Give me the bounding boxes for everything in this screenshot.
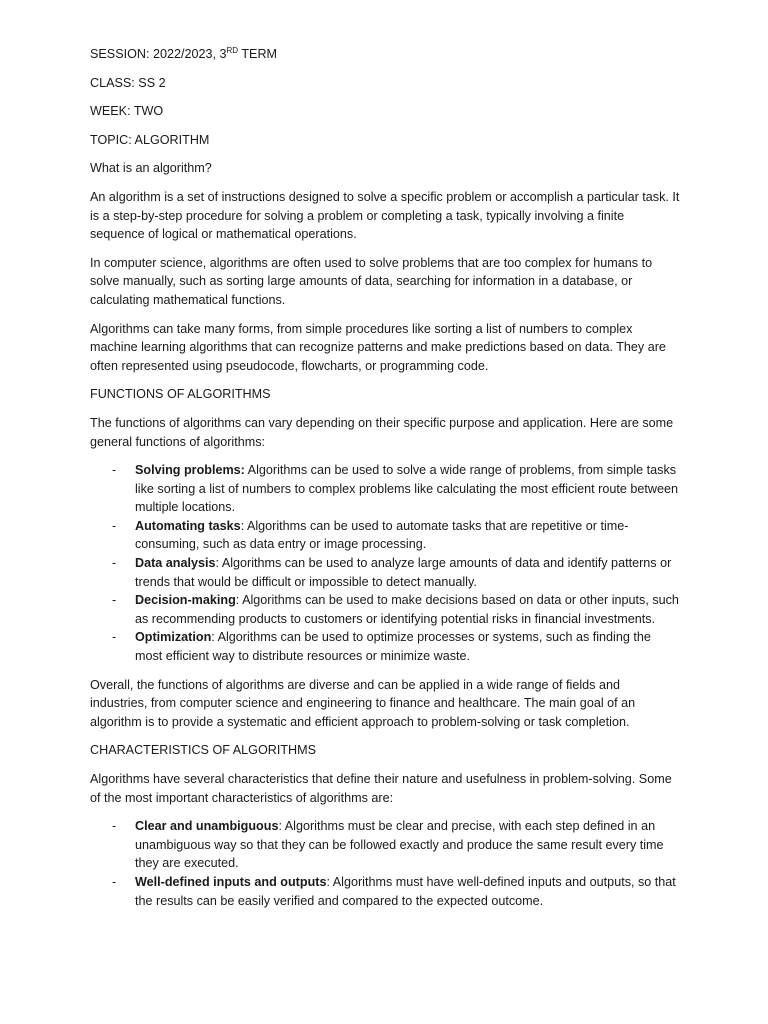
bullet-dash: - <box>112 463 117 478</box>
characteristics-heading: CHARACTERISTICS OF ALGORITHMS <box>90 743 317 758</box>
list-item <box>90 628 680 665</box>
functions-heading: FUNCTIONS OF ALGORITHMS <box>90 387 271 402</box>
bullet-dash: - <box>112 518 117 533</box>
item-term: Well-defined inputs and outputs <box>135 874 327 889</box>
list-item <box>90 461 680 517</box>
functions-list <box>90 461 680 666</box>
characteristics-lead: Algorithms have several characteristics that define their nature and usefulness in problem-solving. Some of the most important characteristics of algorithms are: <box>90 772 672 805</box>
item-term: Decision-making <box>135 593 236 608</box>
list-item <box>90 817 680 873</box>
characteristics-list <box>90 817 680 910</box>
session-term: TERM <box>238 47 278 61</box>
bullet-dash: - <box>112 819 117 834</box>
intro-paragraph-1: An algorithm is a set of instructions designed to solve a specific problem or accomplish a particular task. It is a step-by-step procedure for solving a problem or completing a task, typically involving a finite sequence of logical or mathematical operations. <box>90 189 680 242</box>
item-text: Algorithms can be used to solve a wide range of problems, from simple tasks like sorting a list of numbers to complex problems like calculating the most efficient route between multiple locations. <box>135 463 678 515</box>
item-term: Automating tasks <box>135 518 241 533</box>
list-item <box>90 873 680 910</box>
item-text: : Algorithms can be used to analyze large amounts of data and identify patterns or trends that would be difficult or impossible to detect manually. <box>135 556 672 589</box>
list-item <box>90 591 680 628</box>
item-term: Optimization <box>135 630 212 645</box>
item-text: : Algorithms can be used to automate tasks that are repetitive or time-consuming, such as data entry or image processing. <box>135 518 629 552</box>
item-text: : Algorithms can be used to make decisions based on data or other inputs, such as recommending products to customers or identifying potential risks in financial investments. <box>135 593 679 626</box>
item-text: : Algorithms must have well-defined inputs and outputs, so that the results can be easily verified and compared to the expected outcome. <box>135 874 676 908</box>
session-ordinal: RD <box>226 45 239 55</box>
week-line: WEEK: TWO <box>90 104 164 119</box>
item-text: : Algorithms can be used to optimize processes or systems, such as finding the most efficient way to distribute resources or minimize waste. <box>135 630 651 664</box>
class-line: CLASS: SS 2 <box>90 75 166 90</box>
item-term: Solving problems: <box>135 463 245 478</box>
bullet-dash: - <box>112 556 117 571</box>
intro-question: What is an algorithm? <box>90 161 212 176</box>
functions-lead: The functions of algorithms can vary depending on their specific purpose and application. Here are some general functions of algorithms: <box>90 415 674 449</box>
bullet-dash: - <box>112 593 117 608</box>
item-text: : Algorithms must be clear and precise, with each step defined in an unambiguous way so that they can be followed exactly and produce the same result every time they are executed. <box>135 819 664 871</box>
intro-paragraph-2: In computer science, algorithms are often used to solve problems that are too complex for humans to solve manually, such as sorting large amounts of data, searching for information in a database, or calculating mathematical functions. <box>90 255 653 307</box>
topic-line: TOPIC: ALGORITHM <box>90 132 210 147</box>
functions-summary: Overall, the functions of algorithms are diverse and can be applied in a wide range of fields and industries, from computer science and engineering to finance and healthcare. The main goal of an algorithm is to provide a systematic and efficient approach to problem-solving or task completion. <box>90 677 636 729</box>
item-term: Data analysis <box>135 556 216 571</box>
list-item <box>90 517 680 554</box>
item-term: Clear and unambiguous <box>135 819 279 834</box>
list-item <box>90 554 680 591</box>
intro-paragraph-3: Algorithms can take many forms, from simple procedures like sorting a list of numbers to complex machine learning algorithms that can recognize patterns and make predictions based on data. They are often represented using pseudocode, flowcharts, or programming code. <box>90 321 666 373</box>
bullet-dash: - <box>112 874 117 889</box>
session-text: SESSION: 2022/2023, 3 <box>90 47 227 61</box>
session-line <box>90 45 680 64</box>
bullet-dash: - <box>112 630 117 645</box>
